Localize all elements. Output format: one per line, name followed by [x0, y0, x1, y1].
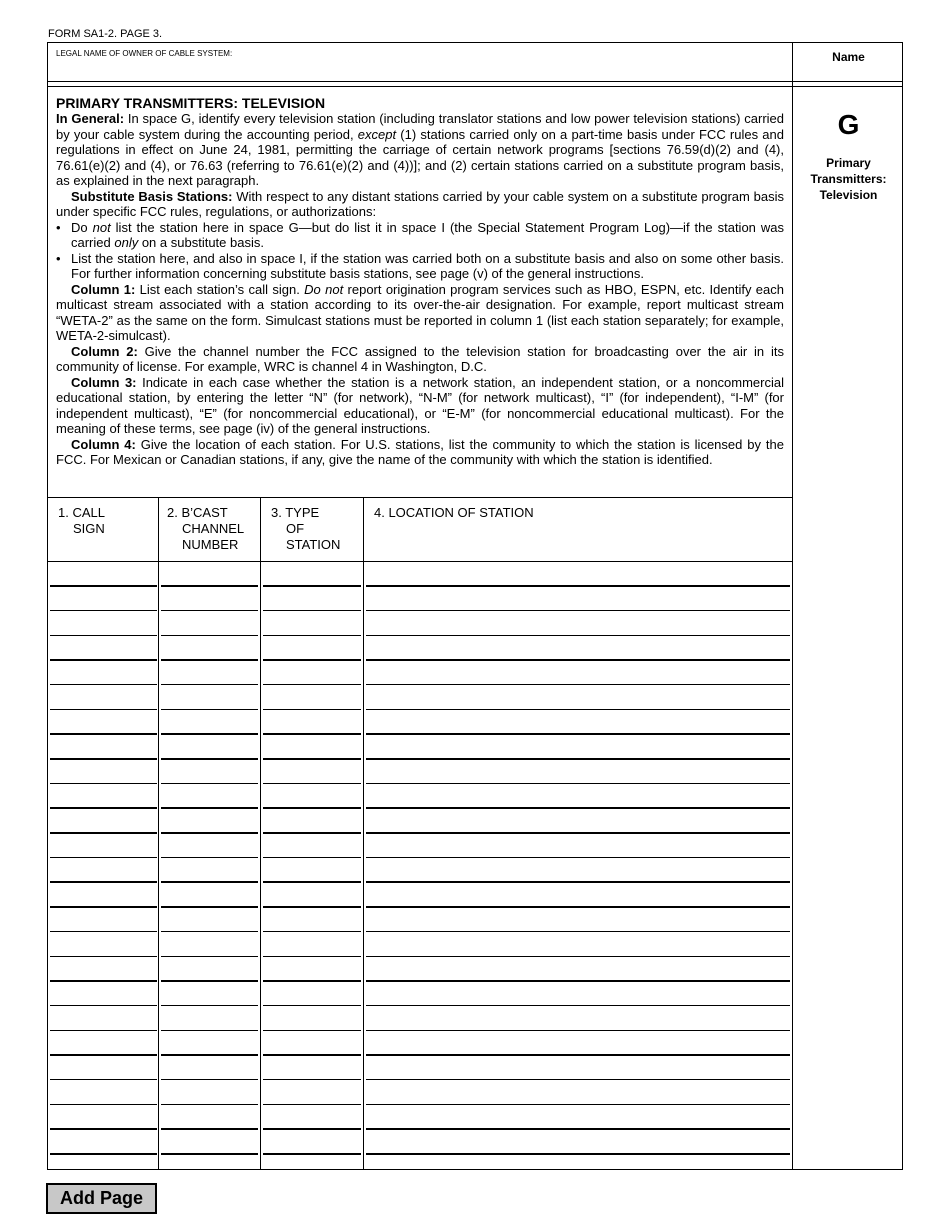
bullet-item — [56, 220, 784, 251]
space-title-line: Television — [819, 188, 878, 202]
column3-text: Indicate in each case whether the station is a network station, an independent station, or a noncommercial educational station, by entering the letter “N” (for network), “N-M” (for network multicast), “I” (for independent), “I-M” (for independent multicast), “E” (for noncommercial educational), or “E-M” (for noncommercial educational multicast). For the meaning of these terms, see page (iv) of the general instructions. — [56, 374, 784, 436]
column1-text: Do not — [304, 281, 344, 297]
form-container — [47, 42, 903, 1170]
column4-text: Give the location of each station. For U.S. stations, list the community to which the station is licensed by the FCC. For Mexican or Canadian stations, if any, give the name of the community with which the station is identified. — [56, 436, 784, 467]
station-row — [48, 636, 792, 661]
station-rows — [48, 562, 792, 1155]
station-row — [48, 710, 792, 735]
station-row — [48, 1080, 792, 1105]
station-row — [48, 883, 792, 908]
station-row — [48, 562, 792, 587]
station-location-field[interactable] — [366, 1153, 790, 1155]
general-text: In space G, identify every television station (including translator stations and low power television stations) carried by your cable system during the accounting period, — [56, 111, 784, 142]
column-header-location — [374, 505, 534, 521]
station-row — [48, 760, 792, 785]
column1-label: Column 1: — [71, 281, 136, 297]
name-label: Name — [832, 50, 865, 64]
column1-text: report origination program services such as HBO, ESPN, etc. Identify each multicast stream associated with a station according to its over-the-air designation. For example, report multicast stream “WETA-2” as the same on the form. Simulcast stations must be reported in column 1 (list each station separately; for example, WETA-2-simulcast). — [56, 281, 784, 343]
station-row — [48, 809, 792, 834]
bullet-text: List the station here, and also in space I, if the station was carried both on a substitute basis and also on some other basis. For further information concerning substitute basis stations, see page (v) of the general instructions. — [71, 250, 784, 281]
column4-label: Column 4: — [71, 436, 136, 452]
column2-text: Give the channel number the FCC assigned to the television station for broadcasting over the air in its community of license. For example, WRC is channel 4 in Washington, D.C. — [56, 343, 784, 374]
call-sign-field[interactable] — [50, 1153, 157, 1155]
form-page-label: FORM SA1-2. PAGE 3. — [48, 28, 163, 40]
station-row — [48, 1105, 792, 1130]
station-row — [48, 1130, 792, 1155]
general-paragraph — [56, 111, 784, 189]
station-type-field[interactable] — [263, 1153, 361, 1155]
section-heading: PRIMARY TRANSMITTERS: TELEVISION — [56, 95, 326, 111]
header-divider-bottom — [48, 86, 902, 87]
column-header-text: 2. B’CAST — [167, 505, 228, 520]
right-column-divider — [792, 43, 793, 1169]
column-header-text: NUMBER — [182, 537, 239, 552]
column-header-text: CHANNEL — [182, 521, 245, 536]
station-row — [48, 932, 792, 957]
space-title — [793, 155, 904, 203]
station-row — [48, 1031, 792, 1056]
substitute-text: With respect to any distant stations carried by your cable system on a substitute program basis under specific FCC rules, regulations, or authorizations: — [56, 188, 784, 219]
column-header-text: SIGN — [73, 521, 105, 536]
column3-paragraph — [56, 375, 784, 437]
bullet-dot: • — [56, 250, 61, 266]
substitute-label: Substitute Basis Stations: — [71, 188, 233, 204]
legal-name-label: LEGAL NAME OF OWNER OF CABLE SYSTEM: — [56, 49, 233, 58]
station-row — [48, 661, 792, 686]
column-header-channel — [167, 505, 244, 553]
station-row — [48, 1056, 792, 1081]
column1-text: List each station’s call sign. — [135, 281, 305, 297]
column-header-text: STATION — [286, 537, 341, 552]
column2-label: Column 2: — [71, 343, 138, 359]
station-row — [48, 685, 792, 710]
bullet-dot: • — [56, 219, 61, 235]
station-row — [48, 611, 792, 636]
column-header-text: OF — [286, 521, 305, 536]
column-header-text: 3. TYPE — [271, 505, 320, 520]
station-row — [48, 982, 792, 1007]
instructions-block — [56, 95, 784, 468]
column-header-call-sign — [58, 505, 105, 537]
bullet-text: Do — [71, 219, 93, 235]
column1-paragraph — [56, 282, 784, 344]
station-row — [48, 1006, 792, 1031]
space-title-line: Primary — [826, 156, 871, 170]
general-except: except — [357, 126, 397, 142]
space-letter: G — [837, 109, 860, 140]
space-title-line: Transmitters: — [810, 172, 887, 186]
column-header-text: 1. CALL — [58, 505, 105, 520]
bullet-text: list the station here in space G—but do list it in space I (the Special Statement Program Log)—if the station was carried — [71, 219, 784, 250]
station-row — [48, 784, 792, 809]
bullet-item — [56, 251, 784, 282]
add-page-button[interactable]: Add Page — [46, 1183, 157, 1214]
general-label: In General: — [56, 111, 125, 126]
channel-number-field[interactable] — [161, 1153, 258, 1155]
table-top-border — [48, 497, 792, 498]
station-row — [48, 735, 792, 760]
station-row — [48, 587, 792, 612]
station-row — [48, 957, 792, 982]
substitute-paragraph — [56, 189, 784, 220]
column-header-text: 4. LOCATION OF STATION — [374, 505, 534, 520]
column3-label: Column 3: — [71, 374, 137, 390]
station-row — [48, 858, 792, 883]
header-divider-top — [48, 81, 902, 82]
station-row — [48, 908, 792, 933]
bullet-text: on a substitute basis. — [138, 235, 264, 250]
general-text: (1) stations carried only on a part-time basis under FCC rules and regulations in effect on June 24, 1981, permitting the carriage of certain network programs [sections 76.59(d)(2) and (4), 76.61(e)(2) and (4), or 76.63 (referring to 76.61(e)(2) and (4))]; and (2) certain stations carried on a substitute program basis, as explained in the next paragraph. — [56, 126, 784, 188]
station-row — [48, 834, 792, 859]
bullet-text: only — [114, 235, 139, 250]
column2-paragraph — [56, 344, 784, 375]
bullet-text: not — [92, 219, 111, 235]
column4-paragraph — [56, 437, 784, 468]
column-header-type — [271, 505, 340, 553]
